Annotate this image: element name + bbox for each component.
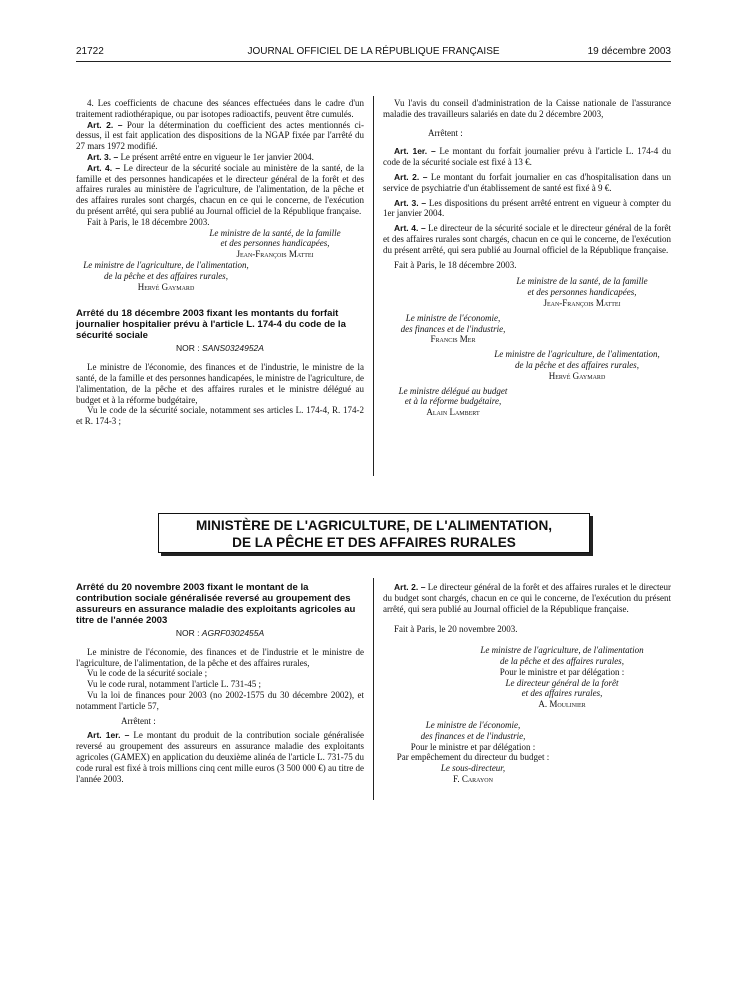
article-2: Art. 2. – Le directeur général de la forêt et des affaires rurales et le directeur du budget sont chargés, chacun en ce qui le concerne, de l'exécution du présent arrêté, qui sera publié au Journal officiel de la République française.: [383, 582, 671, 614]
arretent: Arrêtent :: [121, 715, 156, 726]
signature-block: Le ministre de l'économie, des finances et de l'industrie, Pour le ministre et par délégation : Par empêchement du directeur du budget : Le sous-directeur, F. Carayon: [383, 720, 563, 785]
decree-title: Arrêté du 20 novembre 2003 fixant le montant de la contribution sociale généralisée reversé au groupement des assureurs en assurance maladie des exploitants agricoles au titre de l'année 2003: [76, 582, 356, 626]
article-3: Art. 3. – Les dispositions du présent arrêté entrent en vigueur à compter du 1er janvier 2004.: [383, 197, 671, 219]
article-label: Art. 1er. –: [394, 146, 436, 157]
page-number: 21722: [76, 46, 104, 57]
banner-line: MINISTÈRE DE L'AGRICULTURE, DE L'ALIMENTATION,: [195, 518, 553, 533]
article-3: Art. 3. – Le présent arrêté entre en vigueur le 1er janvier 2004.: [87, 151, 314, 162]
article-label: Art. 3. –: [394, 197, 427, 208]
article-label: Art. 4. –: [87, 162, 121, 173]
paragraph: Vu l'avis du conseil d'administration de la Caisse nationale de l'assurance maladie des travailleurs salariés en date du 2 décembre 2003,: [383, 98, 671, 119]
fait-a-paris: Fait à Paris, le 18 décembre 2003.: [394, 259, 517, 270]
article-4: Art. 4. – Le directeur de la sécurité sociale au ministère de la santé, de la famille et des personnes handicapées et le directeur général de la forêt et des affaires rurales au ministère de l'agriculture, de l'alimentation, de la pêche et des affaires rurales sont chargés, chacun en ce qui le concerne, de l'exécution du présent arrêté, qui sera publié au Journal officiel de la République française.: [76, 162, 364, 216]
bottom-left-column: [76, 582, 364, 784]
column-divider-top: [373, 96, 374, 476]
nor-reference: NOR : SANS0324952A: [176, 343, 264, 354]
signatory-name: F. Carayon: [453, 773, 493, 784]
journal-title: JOURNAL OFFICIEL DE LA RÉPUBLIQUE FRANÇAISE: [247, 46, 500, 57]
paragraph: Vu le code de la sécurité sociale, notamment ses articles L. 174-4, R. 174-2 et R. 174-3 ;: [76, 405, 364, 427]
signatory-name: Francis Mer: [430, 334, 476, 345]
article-1: Art. 1er. – Le montant du produit de la contribution sociale généralisée reversé au groupement des assureurs en assurance maladie des exploitants agricoles (GAMEX) en application du deuxième alinéa de l'article L. 731-75 du code rural est fixé à trois millions cinq cent mille euros (3 500 000 €) au titre de l'année 2003.: [76, 730, 364, 784]
decree-title: Arrêté du 18 décembre 2003 fixant les montants du forfait journalier hospitalier prévu à l'article L. 174-4 du code de la sécurité sociale: [76, 308, 346, 342]
signature-block: Le ministre délégué au budget et à la réforme budgétaire, Alain Lambert: [383, 386, 523, 418]
header-rule: [76, 61, 671, 62]
vu-line: Vu le code rural, notamment l'article L. 731-45 ;: [87, 679, 262, 690]
page-header: [76, 44, 671, 60]
signatory-name: Jean-François Mattei: [543, 297, 621, 308]
article-label: Art. 1er. –: [87, 730, 130, 741]
ministry-banner: [158, 513, 590, 553]
article-label: Art. 4. –: [394, 223, 426, 234]
article-4: Art. 4. – Le directeur de la sécurité sociale et le directeur général de la forêt et des affaires rurales sont chargés, chacun en ce qui le concerne, de l'exécution du présent arrêté, qui sera publié au Journal officiel de la République française.: [383, 223, 671, 255]
top-left-column: [76, 98, 364, 427]
signatory-name: Jean-François Mattei: [236, 249, 314, 260]
paragraph: 4. Les coefficients de chacune des séances effectuées dans le cadre d'un traitement radiothérapique, ou par isotopes radioactifs, peuvent être cumulés.: [76, 98, 364, 119]
signature-block: Le ministre de l'économie, des finances et de l'industrie, Francis Mer: [383, 313, 523, 345]
banner-line: DE LA PÊCHE ET DES AFFAIRES RURALES: [232, 535, 516, 550]
top-right-column: [383, 98, 671, 418]
article-2: Art. 2. – Le montant du forfait journalier en cas d'hospitalisation dans un service de psychiatrie d'un établissement de santé est fixé à 9 €.: [383, 171, 672, 193]
signature-block: Le ministre de l'agriculture, de l'alimentation, de la pêche et des affaires rurales, Hervé Gaymard: [483, 349, 671, 381]
signatory-name: Alain Lambert: [426, 407, 480, 418]
publication-date: 19 décembre 2003: [587, 46, 671, 57]
signature-block: Le ministre de l'agriculture, de l'alimentation, de la pêche et des affaires rurales, Hervé Gaymard: [66, 260, 266, 292]
signature-block: Le ministre de l'agriculture, de l'alimentation de la pêche et des affaires rurales, Pour le ministre et par délégation : Le directeur général de la forêt et des affaires rurales, A. Moulinier: [453, 645, 671, 710]
fait-a-paris: Fait à Paris, le 18 décembre 2003.: [87, 216, 210, 227]
paragraph: Le ministre de l'économie, des finances et de l'industrie, le ministre de la santé, de la famille et des personnes handicapées, le ministre de l'agriculture, de l'alimentation, de la pêche et des affaires rurales et le ministre délégué au budget et à la réforme budgétaire,: [76, 362, 364, 405]
signatory-name: Hervé Gaymard: [137, 281, 195, 292]
vu-line: Vu le code de la sécurité sociale ;: [87, 668, 208, 679]
vu-line: Vu la loi de finances pour 2003 (no 2002-1575 du 30 décembre 2002), et notamment l'article 57,: [76, 689, 364, 711]
column-divider-bottom: [373, 578, 374, 800]
fait-a-paris: Fait à Paris, le 20 novembre 2003.: [394, 624, 518, 635]
article-2: Art. 2. – Pour la détermination du coefficient des actes mentionnés ci-dessus, il est fait application des dispositions de la NGAP fixée par l'arrêté du 27 mars 1972 modifié.: [76, 119, 364, 152]
signatory-name: Hervé Gaymard: [548, 370, 606, 381]
signatory-name: A. Moulinier: [538, 699, 586, 710]
article-label: Art. 2. –: [394, 582, 426, 592]
article-1: Art. 1er. – Le montant du forfait journalier prévu à l'article L. 174-4 du code de la sécurité sociale est fixé à 13 €.: [383, 146, 671, 168]
article-label: Art. 2. –: [87, 119, 123, 130]
nor-reference: NOR : AGRF0302455A: [175, 628, 265, 638]
bottom-right-column: [383, 582, 671, 785]
signature-block: Le ministre de la santé, de la famille et des personnes handicapées, Jean-François Mattei: [493, 276, 671, 308]
article-label: Art. 2. –: [394, 171, 428, 182]
arretent: Arrêtent :: [428, 127, 463, 138]
signature-block: Le ministre de la santé, de la famille et des personnes handicapées, Jean-François Mattei: [186, 228, 364, 260]
paragraph: Le ministre de l'économie, des finances et de l'industrie et le ministre de l'agriculture, de l'alimentation, de la pêche et des affaires rurales,: [76, 646, 364, 668]
article-label: Art. 3. –: [87, 151, 119, 162]
